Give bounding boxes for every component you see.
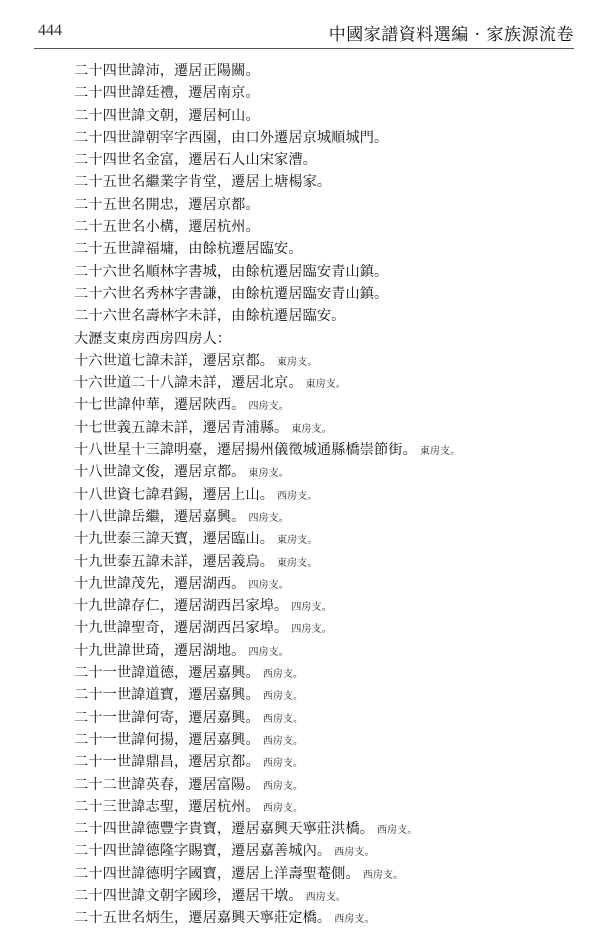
genealogy-entry bbox=[74, 595, 574, 617]
genealogy-entry bbox=[74, 372, 574, 394]
entry-text: 二十六世名壽林字未詳，由餘杭遷居臨安。 bbox=[74, 308, 346, 325]
entry-text: 二十四世名金富，遷居石人山宋家漕。 bbox=[74, 152, 317, 169]
entry-text: 二十五世諱福墉，由餘杭遷居臨安。 bbox=[74, 241, 303, 258]
entry-text: 二十四世諱文朝，遷居柯山。 bbox=[74, 107, 260, 124]
body-text bbox=[74, 60, 574, 930]
genealogy-entry bbox=[74, 105, 574, 127]
genealogy-entry bbox=[74, 662, 574, 684]
branch-note: 西房支。 bbox=[334, 914, 375, 926]
genealogy-entry bbox=[74, 328, 574, 350]
branch-note: 西房支。 bbox=[262, 802, 304, 814]
entry-text: 二十四世諱朝宰字西園，由口外遷居京城順城門。 bbox=[74, 129, 389, 146]
entry-text: 二十二世諱英春，遷居富陽。 bbox=[74, 776, 260, 793]
branch-note: 四房支。 bbox=[291, 602, 332, 614]
genealogy-entry bbox=[74, 751, 574, 773]
genealogy-entry bbox=[74, 528, 574, 550]
branch-note: 西房支。 bbox=[262, 713, 304, 725]
entry-text: 十六世道七諱未詳，遷居京都。 bbox=[74, 352, 275, 369]
genealogy-entry bbox=[74, 238, 574, 260]
genealogy-entry bbox=[74, 840, 574, 862]
branch-note: 四房支。 bbox=[248, 646, 289, 658]
branch-note: 四房支。 bbox=[248, 579, 289, 591]
branch-note: 西房支。 bbox=[262, 758, 304, 770]
genealogy-entry bbox=[74, 818, 574, 840]
genealogy-entry bbox=[74, 305, 574, 327]
entry-text: 十八世諱文俊，遷居京都。 bbox=[74, 464, 246, 481]
genealogy-entry bbox=[74, 774, 574, 796]
entry-text: 二十四世諱德豐字貴寶，遷居嘉興天寧莊洪橋。 bbox=[74, 821, 375, 838]
genealogy-entry bbox=[74, 551, 574, 573]
genealogy-entry bbox=[74, 617, 574, 639]
genealogy-entry bbox=[74, 216, 574, 238]
branch-note: 西房支。 bbox=[262, 669, 304, 681]
entry-text: 二十五世名炳生，遷居嘉興天寧莊定橋。 bbox=[74, 910, 332, 927]
genealogy-entry bbox=[74, 439, 574, 461]
genealogy-entry bbox=[74, 350, 574, 372]
entry-text: 二十五世名小構，遷居杭州。 bbox=[74, 219, 260, 236]
branch-note: 西房支。 bbox=[277, 490, 318, 502]
entry-text: 十九世泰三諱天寶，遷居臨山。 bbox=[74, 531, 275, 548]
branch-note: 西房支。 bbox=[262, 691, 304, 703]
genealogy-entry bbox=[74, 796, 574, 818]
genealogy-entry bbox=[74, 417, 574, 439]
header-rule bbox=[34, 48, 574, 49]
genealogy-entry bbox=[74, 283, 574, 305]
genealogy-entry bbox=[74, 394, 574, 416]
branch-note: 東房支。 bbox=[277, 535, 318, 547]
entry-text: 十七世諱仲華，遷居陝西。 bbox=[74, 397, 246, 414]
branch-note: 東房支。 bbox=[248, 468, 289, 480]
entry-text: 二十四世諱廷禮，遷居南京。 bbox=[74, 85, 260, 102]
entry-text: 二十一世諱道德，遷居嘉興。 bbox=[74, 665, 260, 682]
branch-note: 東房支。 bbox=[291, 423, 332, 435]
entry-text: 二十一世諱鼎昌，遷居京都。 bbox=[74, 754, 260, 771]
entry-text: 二十一世諱道寶，遷居嘉興。 bbox=[74, 687, 260, 704]
running-title: 中國家譜資料選編 · 家族源流卷 bbox=[328, 25, 574, 45]
entry-text: 二十四世諱沛，遷居正陽關。 bbox=[74, 63, 260, 79]
genealogy-entry bbox=[74, 707, 574, 729]
entry-text: 二十六世名順林字書城，由餘杭遷居臨安青山鎮。 bbox=[74, 263, 389, 280]
entry-text: 二十四世諱德隆字賜寶，遷居嘉善城內。 bbox=[74, 843, 332, 860]
branch-note: 西房支。 bbox=[305, 891, 347, 903]
genealogy-entry bbox=[74, 484, 574, 506]
entry-text: 二十五世名繼業字肯堂，遷居上塘楊家。 bbox=[74, 174, 332, 191]
branch-note: 四房支。 bbox=[291, 624, 332, 636]
genealogy-entry bbox=[74, 461, 574, 483]
branch-note: 東房支。 bbox=[277, 356, 318, 368]
genealogy-entry bbox=[74, 171, 574, 193]
branch-note: 東房支。 bbox=[419, 446, 461, 458]
genealogy-entry bbox=[74, 127, 574, 149]
genealogy-entry bbox=[74, 82, 574, 104]
genealogy-entry bbox=[74, 729, 574, 751]
page-number: 444 bbox=[38, 22, 62, 39]
branch-note: 西房支。 bbox=[362, 869, 404, 881]
genealogy-entry bbox=[74, 640, 574, 662]
genealogy-entry bbox=[74, 60, 574, 82]
branch-note: 四房支。 bbox=[248, 401, 289, 413]
entry-text: 二十一世諱何寄，遷居嘉興。 bbox=[74, 709, 260, 726]
branch-note: 西房支。 bbox=[262, 780, 304, 792]
entry-text: 二十四世諱文朝字國珍，遷居干墩。 bbox=[74, 887, 303, 904]
branch-note: 東房支。 bbox=[305, 379, 347, 391]
genealogy-entry bbox=[74, 684, 574, 706]
entry-text: 十九世諱聖奇，遷居湖西呂家埠。 bbox=[74, 620, 289, 637]
entry-text: 十八世星十三諱明臺，遷居揚州儀徵城通縣橋崇節街。 bbox=[74, 442, 417, 459]
entry-text: 十八世諱岳繼，遷居嘉興。 bbox=[74, 508, 246, 525]
branch-note: 西房支。 bbox=[262, 735, 304, 747]
entry-text: 二十四世諱德明字國寶，遷居上洋壽聖菴側。 bbox=[74, 865, 360, 882]
branch-note: 西房支。 bbox=[334, 847, 375, 859]
branch-note: 四房支。 bbox=[248, 512, 289, 524]
entry-text: 二十三世諱志聖，遷居杭州。 bbox=[74, 798, 260, 815]
entry-text: 二十一世諱何揚，遷居嘉興。 bbox=[74, 731, 260, 748]
entry-text: 十七世義五諱未詳，遷居青浦縣。 bbox=[74, 419, 289, 436]
entry-text: 十九世泰五諱未詳，遷居義烏。 bbox=[74, 553, 275, 570]
branch-note: 西房支。 bbox=[377, 825, 418, 837]
entry-text: 十九世諱存仁，遷居湖西呂家埠。 bbox=[74, 598, 289, 615]
genealogy-entry bbox=[74, 261, 574, 283]
branch-note: 東房支。 bbox=[277, 557, 318, 569]
entry-text: 十八世資七諱君錫，遷居上山。 bbox=[74, 486, 275, 503]
genealogy-entry bbox=[74, 149, 574, 171]
genealogy-entry bbox=[74, 863, 574, 885]
genealogy-entry bbox=[74, 506, 574, 528]
genealogy-entry bbox=[74, 907, 574, 929]
genealogy-entry bbox=[74, 885, 574, 907]
entry-text: 十九世諱世琦，遷居湖地。 bbox=[74, 642, 246, 659]
genealogy-entry bbox=[74, 573, 574, 595]
entry-text: 十六世道二十八諱未詳，遷居北京。 bbox=[74, 375, 303, 392]
genealogy-entry bbox=[74, 194, 574, 216]
entry-text: 大瀝支東房西房四房人： bbox=[74, 330, 232, 347]
entry-text: 二十六世名秀林字書謙，由餘杭遷居臨安青山鎮。 bbox=[74, 285, 389, 302]
entry-text: 二十五世名開忠，遷居京都。 bbox=[74, 196, 260, 213]
running-header bbox=[34, 18, 574, 44]
entry-text: 十九世諱茂先，遷居湖西。 bbox=[74, 575, 246, 592]
